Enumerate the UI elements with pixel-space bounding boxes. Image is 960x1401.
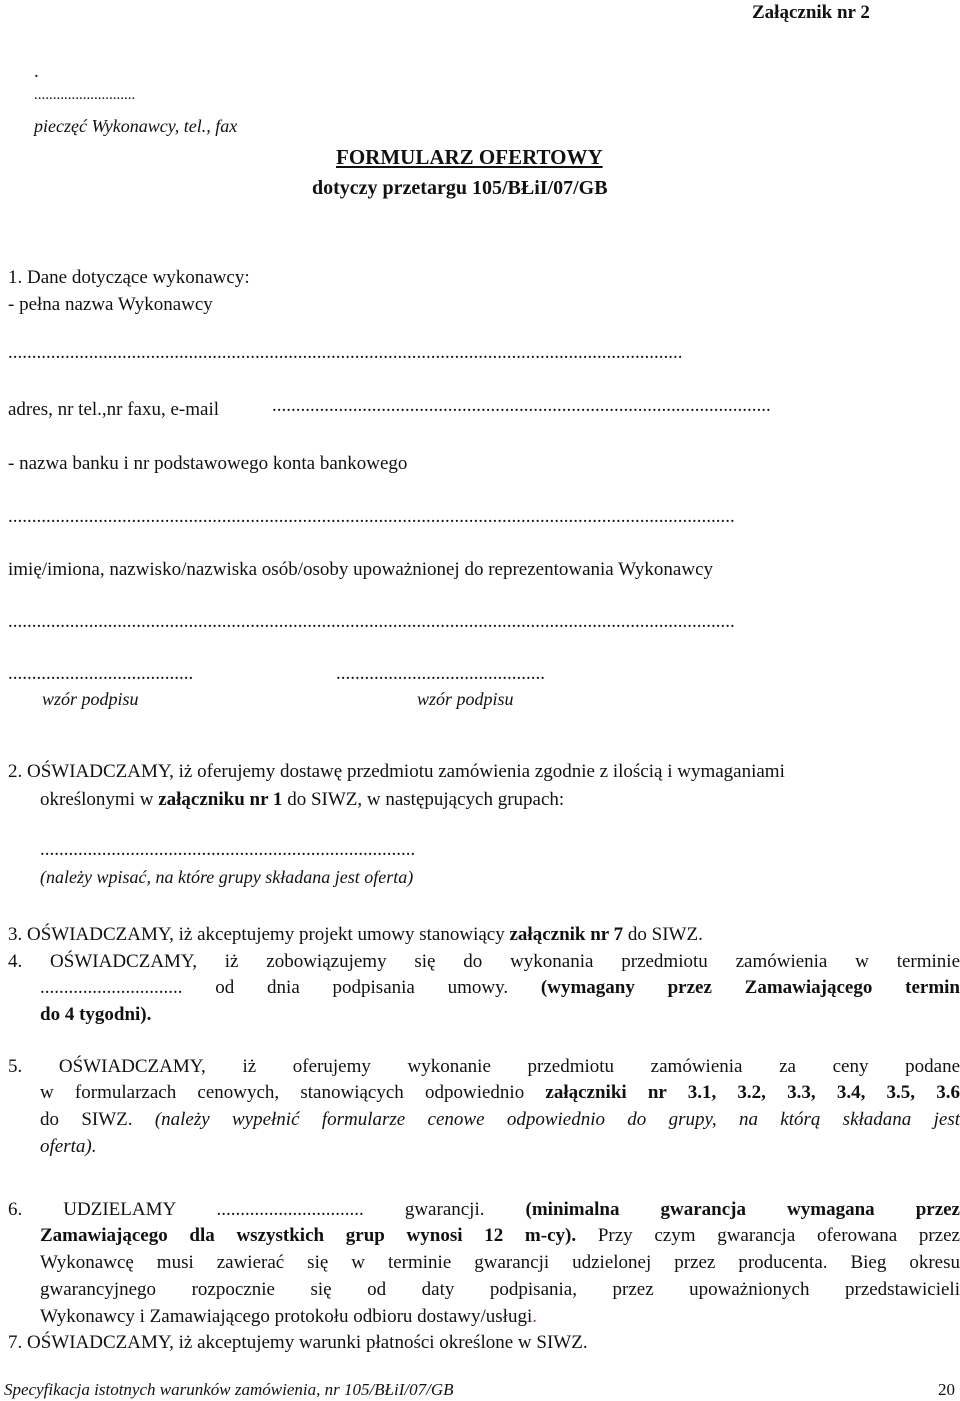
stamp-label: pieczęć Wykonawcy, tel., fax xyxy=(34,116,238,136)
groups-dots: ............................................................................... xyxy=(40,840,416,859)
attachment-label: Załącznik nr 2 xyxy=(752,2,870,23)
section6-line1 xyxy=(8,1200,960,1219)
section5-line2 xyxy=(40,1083,960,1102)
persons-dots: ......................................................................................................................................................... xyxy=(8,612,735,631)
section4-line1: 4. OŚWIADCZAMY, iż zobowiązujemy się do wykonania przedmiotu zamówienia w terminie xyxy=(8,951,960,972)
bank-label: - nazwa banku i nr podstawowego konta bankowego xyxy=(8,453,408,474)
full-name-dots: .............................................................................................................................................. xyxy=(8,343,683,362)
section6-line5 xyxy=(40,1307,537,1326)
section5-text-2: do SIWZ. xyxy=(40,1109,155,1130)
footer-text: Specyfikacja istotnych warunków zamówienia, nr 105/BŁiI/07/GB xyxy=(4,1380,454,1399)
section4-line3: do 4 tygodni). xyxy=(40,1004,152,1025)
form-title: FORMULARZ OFERTOWY xyxy=(336,145,603,169)
persons-label: imię/imiona, nazwisko/nazwiska osób/osoby upoważnionej do reprezentowania Wykonawcy xyxy=(8,559,714,580)
min-warranty-note-end: Zamawiającego dla wszystkich grup wynosi 12 m-cy). xyxy=(40,1225,577,1246)
section5-text: w formularzach cenowych, stanowiących odpowiednio xyxy=(40,1082,546,1103)
section7-line: 7. OŚWIADCZAMY, iż akceptujemy warunki płatności określone w SIWZ. xyxy=(8,1332,588,1353)
page-number: 20 xyxy=(938,1380,955,1399)
section3-line xyxy=(8,925,703,944)
section1-heading: 1. Dane dotyczące wykonawcy: xyxy=(8,267,250,288)
section2-line1: 2. OŚWIADCZAMY, iż oferujemy dostawę przedmiotu zamówienia zgodnie z ilością i wymaganiami xyxy=(8,761,785,782)
section4-line2 xyxy=(40,978,960,997)
form-subtitle: dotyczy przetargu 105/BŁiI/07/GB xyxy=(312,177,608,199)
section6-text-end: Wykonawcy i Zamawiającego protokołu odbioru dostawy/usługi xyxy=(40,1306,533,1327)
required-term-note: (wymagany przez Zamawiającego termin xyxy=(540,977,960,998)
section5-line1: 5. OŚWIADCZAMY, iż oferujemy wykonanie przedmiotu zamówienia za ceny podane xyxy=(8,1056,960,1077)
section3-text-end: do SIWZ. xyxy=(623,924,703,945)
section6-text: 6. UDZIELAMY ............................... gwarancji. xyxy=(8,1199,526,1220)
section5-line3 xyxy=(40,1110,960,1129)
signature-label-1: wzór podpisu xyxy=(42,689,139,709)
stamp-dots: ........................... xyxy=(34,87,136,103)
address-dots: ......................................................................................................... xyxy=(272,396,771,415)
signature-dots-1: ....................................... xyxy=(8,664,194,683)
section5-line4: oferta). xyxy=(40,1136,97,1157)
section6-line4: gwarancyjnego rozpocznie się od daty podpisania, przez upoważnionych przedstawicieli xyxy=(40,1279,960,1300)
bank-dots: ......................................................................................................................................................... xyxy=(8,507,735,526)
stamp-dot: . xyxy=(34,61,39,82)
section4-text: .............................. od dnia podpisania umowy. xyxy=(40,977,541,998)
attachment-7-ref: załącznik nr 7 xyxy=(509,924,624,945)
signature-label-2: wzór podpisu xyxy=(417,689,514,709)
red-period: . xyxy=(532,1306,537,1327)
section6-line3: Wykonawcę musi zawierać się w terminie gwarancji udzielonej przez producenta. Bieg okresu xyxy=(40,1252,960,1273)
full-name-label: - pełna nazwa Wykonawcy xyxy=(8,294,213,315)
address-label: adres, nr tel.,nr faxu, e-mail xyxy=(8,399,220,420)
section2-line2 xyxy=(40,790,564,809)
min-warranty-note: (minimalna gwarancja wymagana przez xyxy=(525,1199,960,1220)
section6-line2 xyxy=(40,1226,960,1245)
section2-text: określonymi w xyxy=(40,789,159,810)
signature-dots-2: ............................................ xyxy=(336,664,545,683)
attachments-3-ref: załączniki nr 3.1, 3.2, 3.3, 3.4, 3.5, 3.6 xyxy=(545,1082,960,1103)
attachment-1-ref: załączniku nr 1 xyxy=(158,789,283,810)
section6-text-2: Przy czym gwarancja oferowana przez xyxy=(576,1225,960,1246)
section3-text: 3. OŚWIADCZAMY, iż akceptujemy projekt umowy stanowiący xyxy=(8,924,510,945)
groups-hint: (należy wpisać, na które grupy składana jest oferta) xyxy=(40,867,414,887)
price-forms-hint: (należy wypełnić formularze cenowe odpowiednio do grupy, na którą składana jest xyxy=(154,1109,960,1130)
section2-text-end: do SIWZ, w następujących grupach: xyxy=(282,789,565,810)
